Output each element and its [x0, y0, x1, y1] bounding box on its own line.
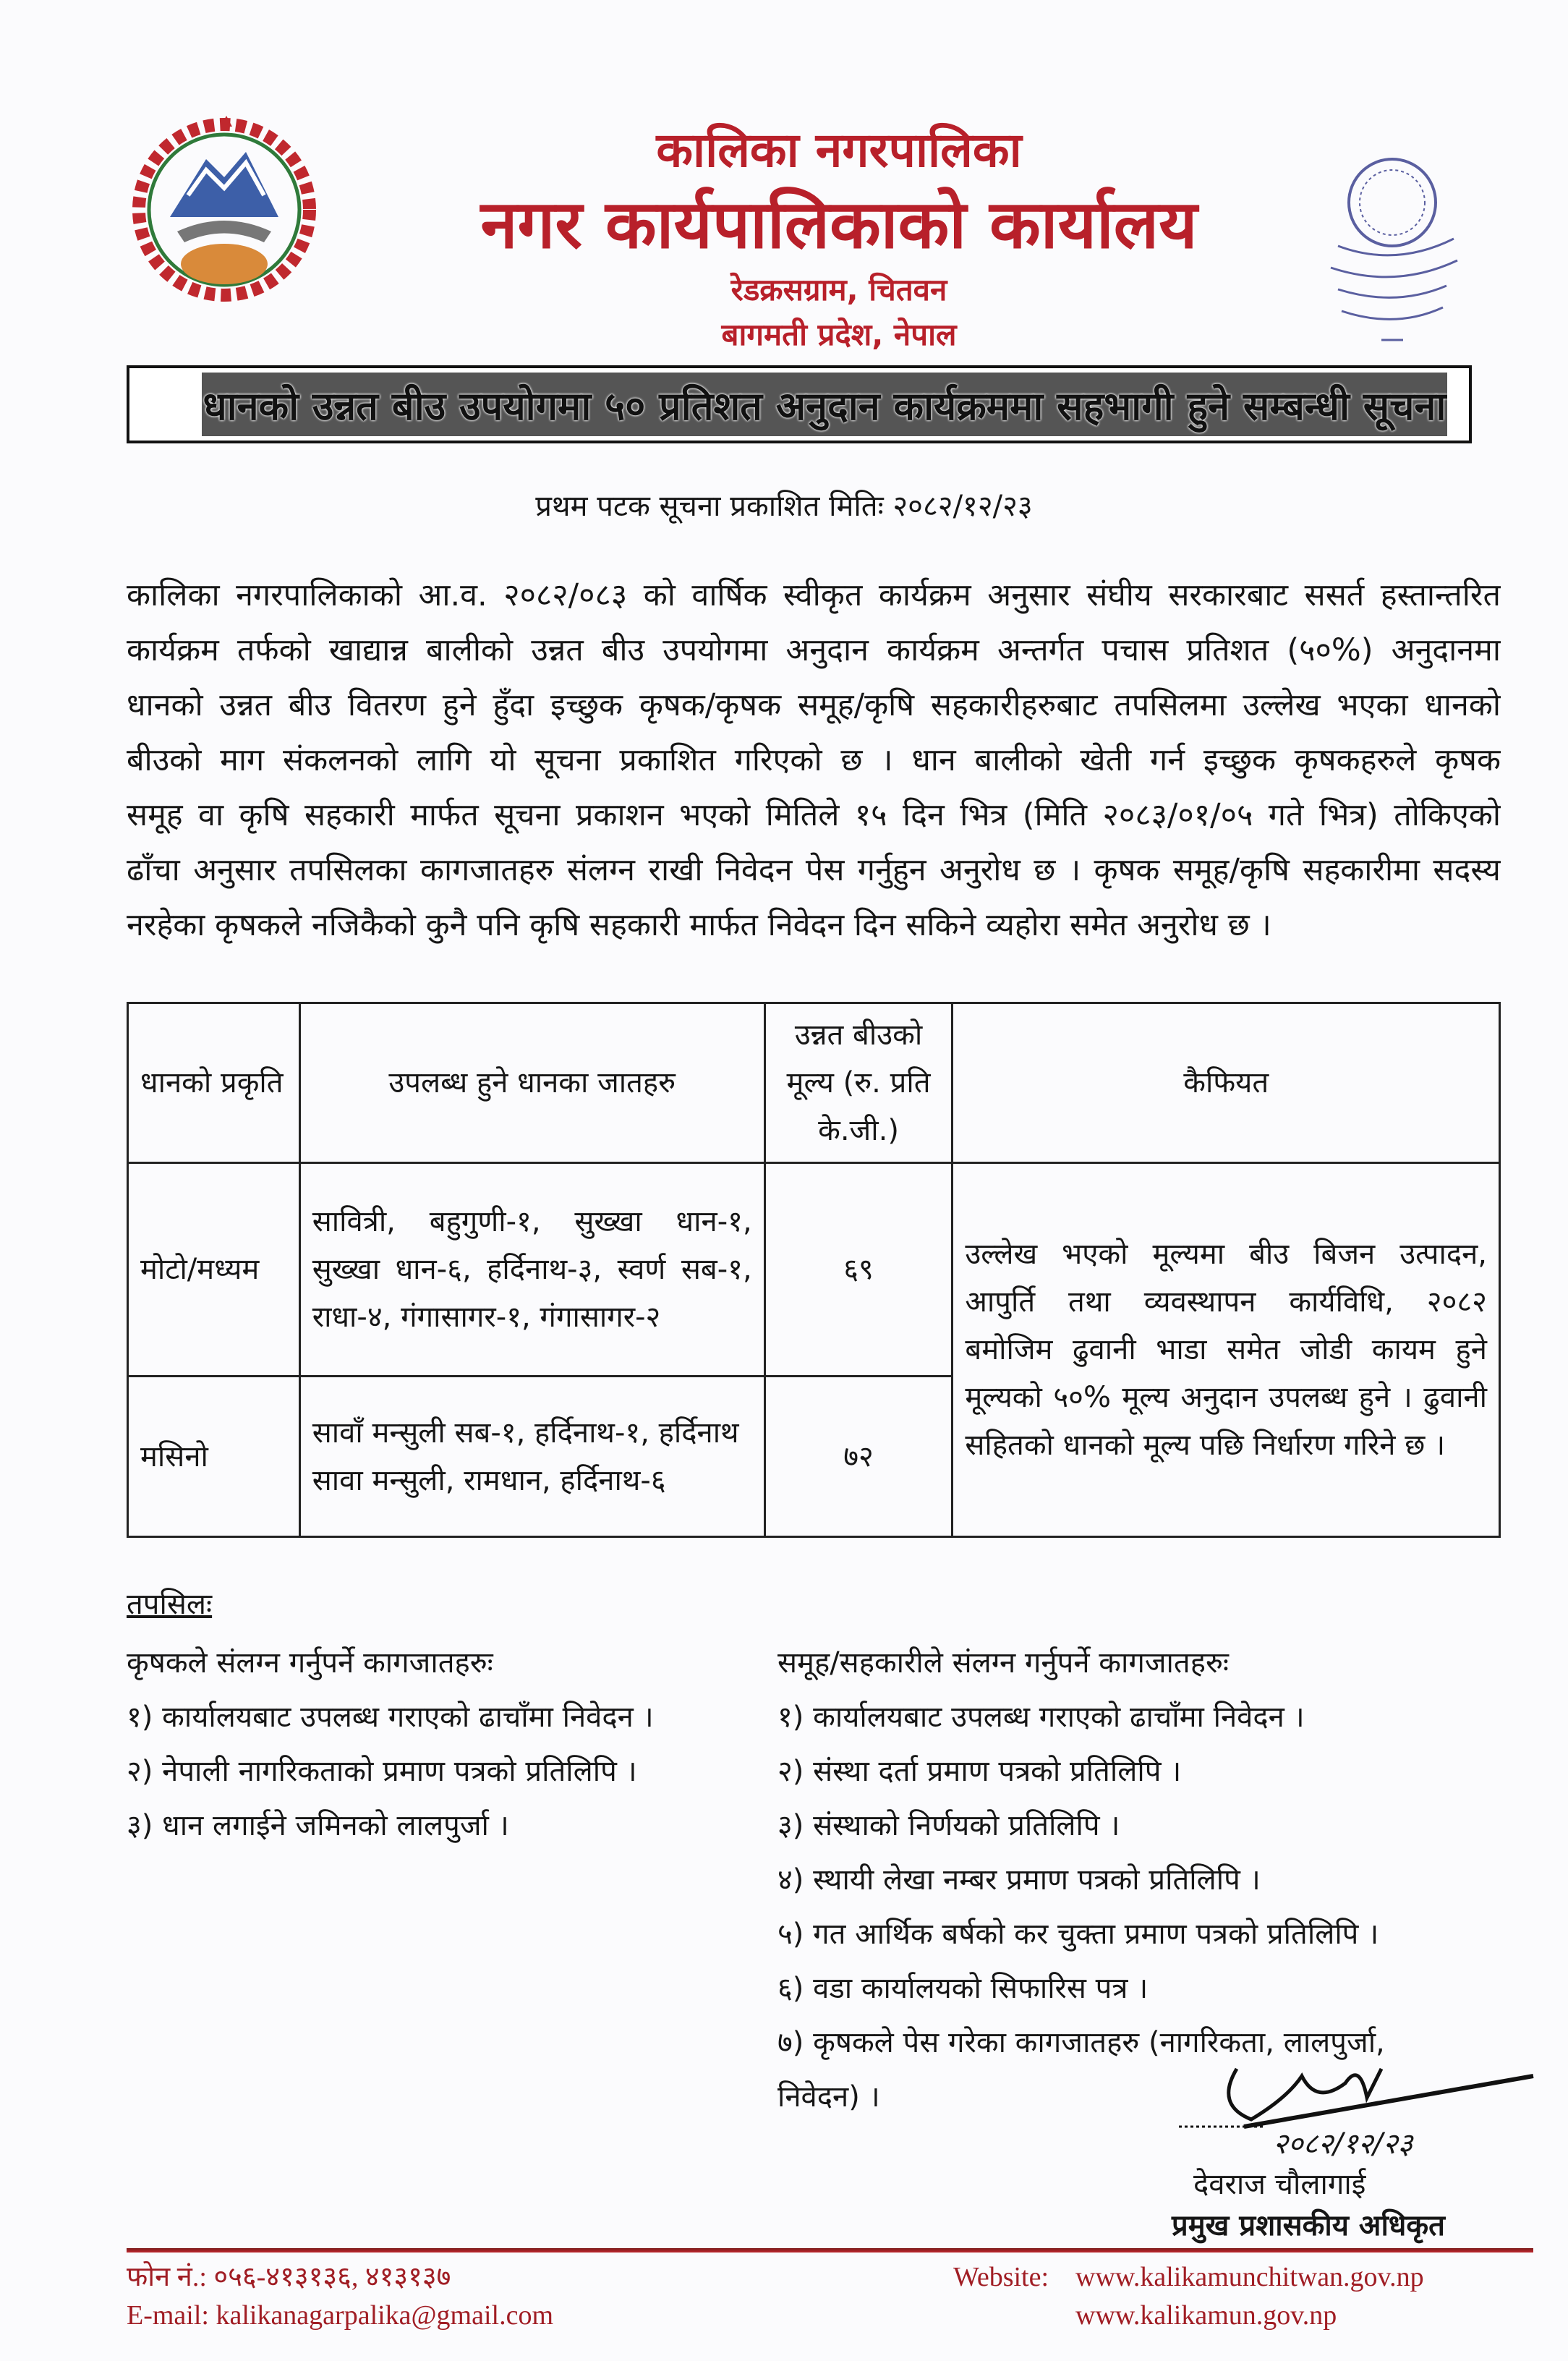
column-header: धानको प्रकृति	[128, 1003, 300, 1163]
notice-title: धानको उन्नत बीउ उपयोगमा ५० प्रतिशत अनुदान कार्यक्रममा सहभागी हुने सम्बन्धी सूचना	[203, 383, 1446, 429]
footer-divider	[127, 2248, 1533, 2252]
notice-body	[127, 568, 1501, 953]
column-header: उन्नत बीउको मूल्य (रु. प्रति के.जी.)	[764, 1003, 953, 1163]
list-item: ६) वडा कार्यालयको सिफारिस पत्र ।	[777, 1972, 1149, 2005]
address-line-2: बागमती प्रदेश, नेपाल	[721, 317, 957, 352]
list-item: १) कार्यालयबाट उपलब्ध गराएको ढाचाँमा निवेदन ।	[127, 1701, 654, 1734]
table-row	[128, 1163, 1500, 1377]
seed-price-table	[127, 1002, 1501, 1538]
list-item: १) कार्यालयबाट उपलब्ध गराएको ढाचाँमा निवेदन ।	[777, 1701, 1305, 1734]
office-name: नगर कार्यपालिकाको कार्यालय	[480, 186, 1198, 263]
rice-varieties: सावाँ मन्सुली सब-१, हर्दिनाथ-१, हर्दिनाथ सावा मन्सुली, रामधान, हर्दिनाथ-६	[299, 1377, 764, 1537]
publish-date: प्रथम पटक सूचना प्रकाशित मितिः २०८२/१२/२३	[535, 490, 1033, 523]
remarks: उल्लेख भएको मूल्यमा बीउ बिजन उत्पादन, आपुर्ति तथा व्यवस्थापन कार्यविधि, २०८२ बमोजिम ढुवानी भाडा समेत जोडी कायम हुने मूल्यको ५०% मूल्य अनुदान उपलब्ध हुने । ढुवानी सहितको धानको मूल्य पछि निर्धारण गरिने छ ।	[953, 1163, 1500, 1537]
seed-price: ६९	[764, 1163, 953, 1377]
footer-website-1[interactable]: www.kalikamunchitwan.gov.np	[1075, 2262, 1424, 2292]
table-header-row	[128, 1003, 1500, 1163]
signature-date: २०८२/१२/२३	[1273, 2127, 1413, 2161]
body-line: धानको उन्नत बीउ वितरण हुने हुँदा इच्छुक कृषक/कृषक समूह/कृषि सहकारीहरुबाट तपसिलमा उल्लेख भएका धानको	[127, 687, 1501, 723]
list-item: निवेदन) ।	[777, 2080, 880, 2114]
column-header: कैफियत	[953, 1003, 1500, 1163]
address-line-1: रेडक्रसग्राम, चितवन	[730, 272, 947, 307]
list-item: ३) संस्थाको निर्णयको प्रतिलिपि ।	[777, 1809, 1120, 1842]
rice-type: मसिनो	[128, 1377, 300, 1537]
footer-website-label: Website:	[953, 2262, 1049, 2292]
office-stamp	[1302, 152, 1468, 354]
rice-varieties: सावित्री, बहुगुणी-१, सुख्खा धान-१, सुख्खा धान-६, हर्दिनाथ-३, स्वर्ण सब-१, राधा-४, गंगासागर-१, गंगासागर-२	[299, 1163, 764, 1377]
signatory-name: देवराज चौलागाई	[1193, 2168, 1366, 2201]
nepal-emblem-logo	[127, 109, 322, 304]
list-item: ४) स्थायी लेखा नम्बर प्रमाण पत्रको प्रतिलिपि ।	[777, 1863, 1261, 1897]
footer-email: E-mail: kalikanagarpalika@gmail.com	[127, 2300, 554, 2331]
signatory-title: प्रमुख प्रशासकीय अधिकृत	[1172, 2209, 1445, 2242]
body-line: कालिका नगरपालिकाको आ.व. २०८२/०८३ को वार्षिक स्वीकृत कार्यक्रम अनुसार संघीय सरकारबाट ससर्त हस्तान्तरित	[127, 577, 1501, 613]
list-item: ३) धान लगाईने जमिनको लालपुर्जा ।	[127, 1809, 509, 1842]
body-line: बीउको माग संकलनको लागि यो सूचना प्रकाशित गरिएको छ । धान बालीको खेती गर्न इच्छुक कृषकहरुले कृषक	[127, 742, 1501, 778]
municipality-name: कालिका नगरपालिका	[656, 122, 1022, 178]
handwritten-signature	[1128, 2054, 1562, 2134]
group-documents-list	[777, 1636, 1385, 2124]
list-item: २) संस्था दर्ता प्रमाण पत्रको प्रतिलिपि ।	[777, 1755, 1182, 1788]
seed-price: ७२	[764, 1377, 953, 1537]
list-item: ७) कृषकले पेस गरेका कागजातहरु (नागरिकता, लालपुर्जा,	[777, 2026, 1385, 2059]
footer-website-2[interactable]: www.kalikamun.gov.np	[1075, 2300, 1337, 2331]
list-item: २) नेपाली नागरिकताको प्रमाण पत्रको प्रतिलिपि ।	[127, 1755, 637, 1788]
column-header: उपलब्ध हुने धानका जातहरु	[299, 1003, 764, 1163]
rice-type: मोटो/मध्यम	[128, 1163, 300, 1377]
body-line: ढाँचा अनुसार तपसिलका कागजातहरु संलग्न राखी निवेदन पेस गर्नुहुन अनुरोध छ । कृषक समूह/कृषि सहकारीमा सदस्य	[127, 852, 1501, 888]
list-title: समूह/सहकारीले संलग्न गर्नुपर्ने कागजातहरुः	[777, 1646, 1229, 1680]
body-line: समूह वा कृषि सहकारी मार्फत सूचना प्रकाशन भएको मितिले १५ दिन भित्र (मिति २०८३/०१/०५ गते भित्र) तोकिएको	[127, 797, 1501, 833]
footer-phone: फोन नं.: ०५६-४१३१३६, ४१३१३७	[127, 2262, 451, 2292]
list-item: ५) गत आर्थिक बर्षको कर चुक्ता प्रमाण पत्रको प्रतिलिपि ।	[777, 1918, 1379, 1951]
notice-title-banner	[127, 365, 1472, 443]
list-title: कृषकले संलग्न गर्नुपर्ने कागजातहरुः	[127, 1646, 493, 1680]
details-heading: तपसिलः	[127, 1588, 213, 1621]
farmer-documents-list	[127, 1636, 654, 1853]
body-line: नरहेका कृषकले नजिकैको कुनै पनि कृषि सहकारी मार्फत निवेदन दिन सकिने व्यहोरा समेत अनुरोध छ ।	[127, 907, 1271, 943]
body-line: कार्यक्रम तर्फको खाद्यान्न बालीको उन्नत बीउ उपयोगमा अनुदान कार्यक्रम अन्तर्गत पचास प्रतिशत (५०%) अनुदानमा	[127, 632, 1501, 668]
